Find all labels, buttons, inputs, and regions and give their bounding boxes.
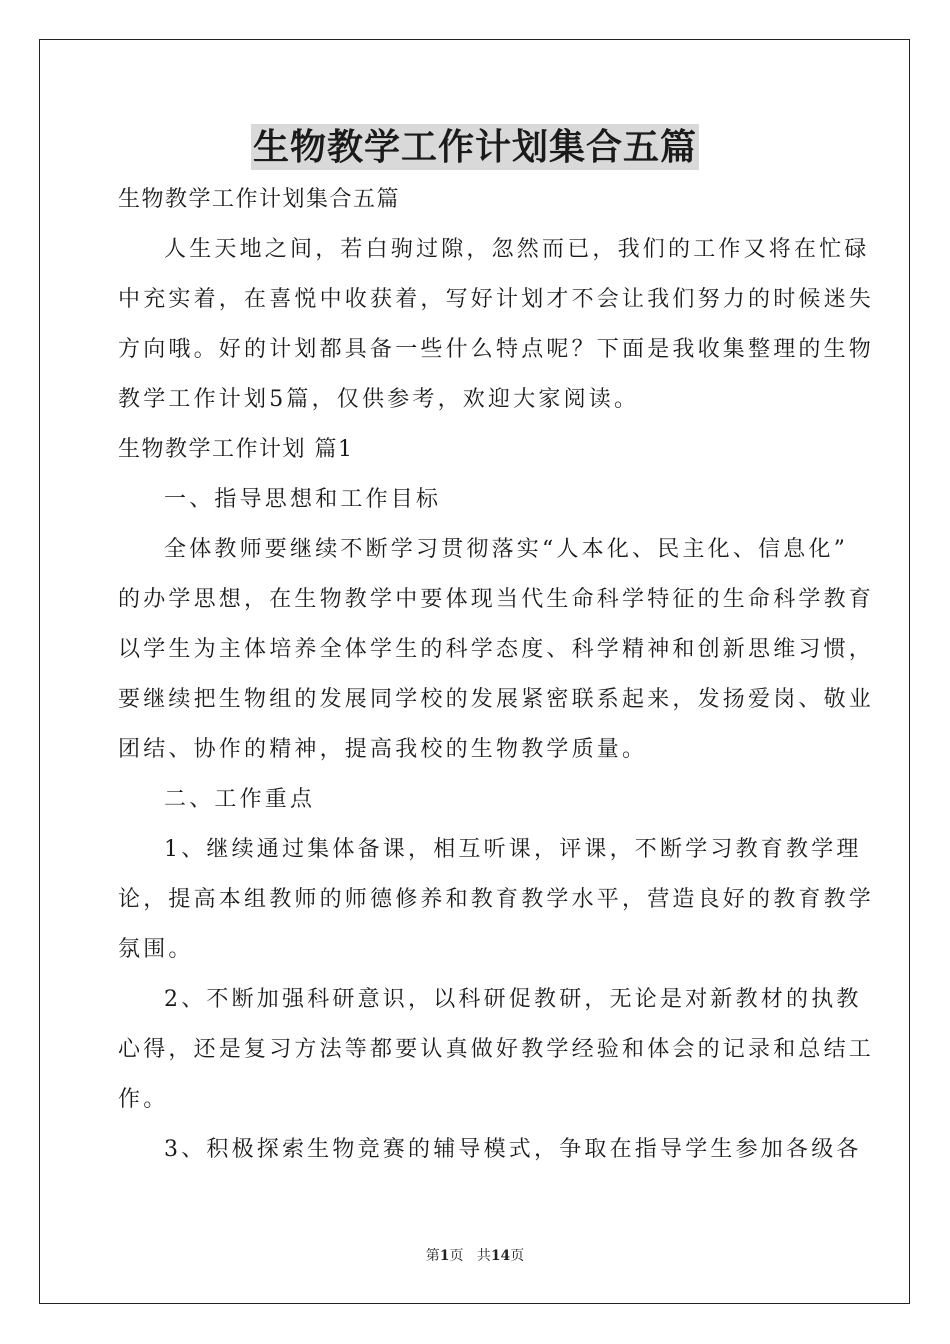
- section-heading: 生物教学工作计划 篇1: [118, 437, 354, 462]
- total-suffix: 页: [510, 1248, 525, 1264]
- paragraph-line: 2、不断加强科研意识，以科研促教研，无论是对新教材的执教: [164, 987, 862, 1012]
- paragraph-line: 人生天地之间，若白驹过隙，忽然而已，我们的工作又将在忙碌: [164, 237, 870, 262]
- paragraph-line: 要继续把生物组的发展同学校的发展紧密联系起来，发扬爱岗、敬业: [118, 687, 875, 712]
- paragraph-line: 心得，还是复习方法等都要认真做好教学经验和体会的记录和总结工: [118, 1037, 875, 1062]
- paragraph-line: 团结、协作的精神，提高我校的生物教学质量。: [118, 737, 648, 762]
- document-title: 生物教学工作计划集合五篇: [252, 126, 697, 168]
- paragraph-line: 方向哦。好的计划都具备一些什么特点呢？下面是我收集整理的生物: [118, 337, 875, 362]
- title-wrap: [0, 124, 950, 170]
- paragraph-line: 作。: [118, 1087, 169, 1112]
- page-suffix: 页: [449, 1248, 464, 1264]
- paragraph-line: 中充实着，在喜悦中收获着，写好计划才不会让我们努力的时候迷失: [118, 287, 875, 312]
- document-body: [118, 175, 875, 1175]
- page-number: 1: [439, 1248, 450, 1264]
- page-prefix: 第: [425, 1248, 440, 1264]
- paragraph-line: 的办学思想，在生物教学中要体现当代生命科学特征的生命科学教育: [118, 587, 875, 612]
- paragraph-line: 1、继续通过集体备课，相互听课，评课，不断学习教育教学理: [164, 837, 862, 862]
- subsection-heading: 一、指导思想和工作目标: [164, 487, 442, 512]
- total-pages: 14: [490, 1248, 511, 1264]
- page-footer: [0, 1246, 950, 1266]
- paragraph-line: 教学工作计划5篇，仅供参考，欢迎大家阅读。: [118, 387, 640, 412]
- total-prefix: 共: [476, 1248, 491, 1264]
- paragraph-line: 3、积极探索生物竞赛的辅导模式，争取在指导学生参加各级各: [164, 1137, 862, 1162]
- paragraph-line: 氛围。: [118, 937, 194, 962]
- subsection-heading: 二、工作重点: [164, 787, 316, 812]
- subtitle-line: 生物教学工作计划集合五篇: [118, 187, 401, 212]
- paragraph-line: 以学生为主体培养全体学生的科学态度、科学精神和创新思维习惯，: [118, 637, 875, 662]
- paragraph-line: 论，提高本组教师的师德修养和教育教学水平，营造良好的教育教学: [118, 887, 875, 912]
- paragraph-line: 全体教师要继续不断学习贯彻落实“人本化、民主化、信息化”: [164, 537, 849, 562]
